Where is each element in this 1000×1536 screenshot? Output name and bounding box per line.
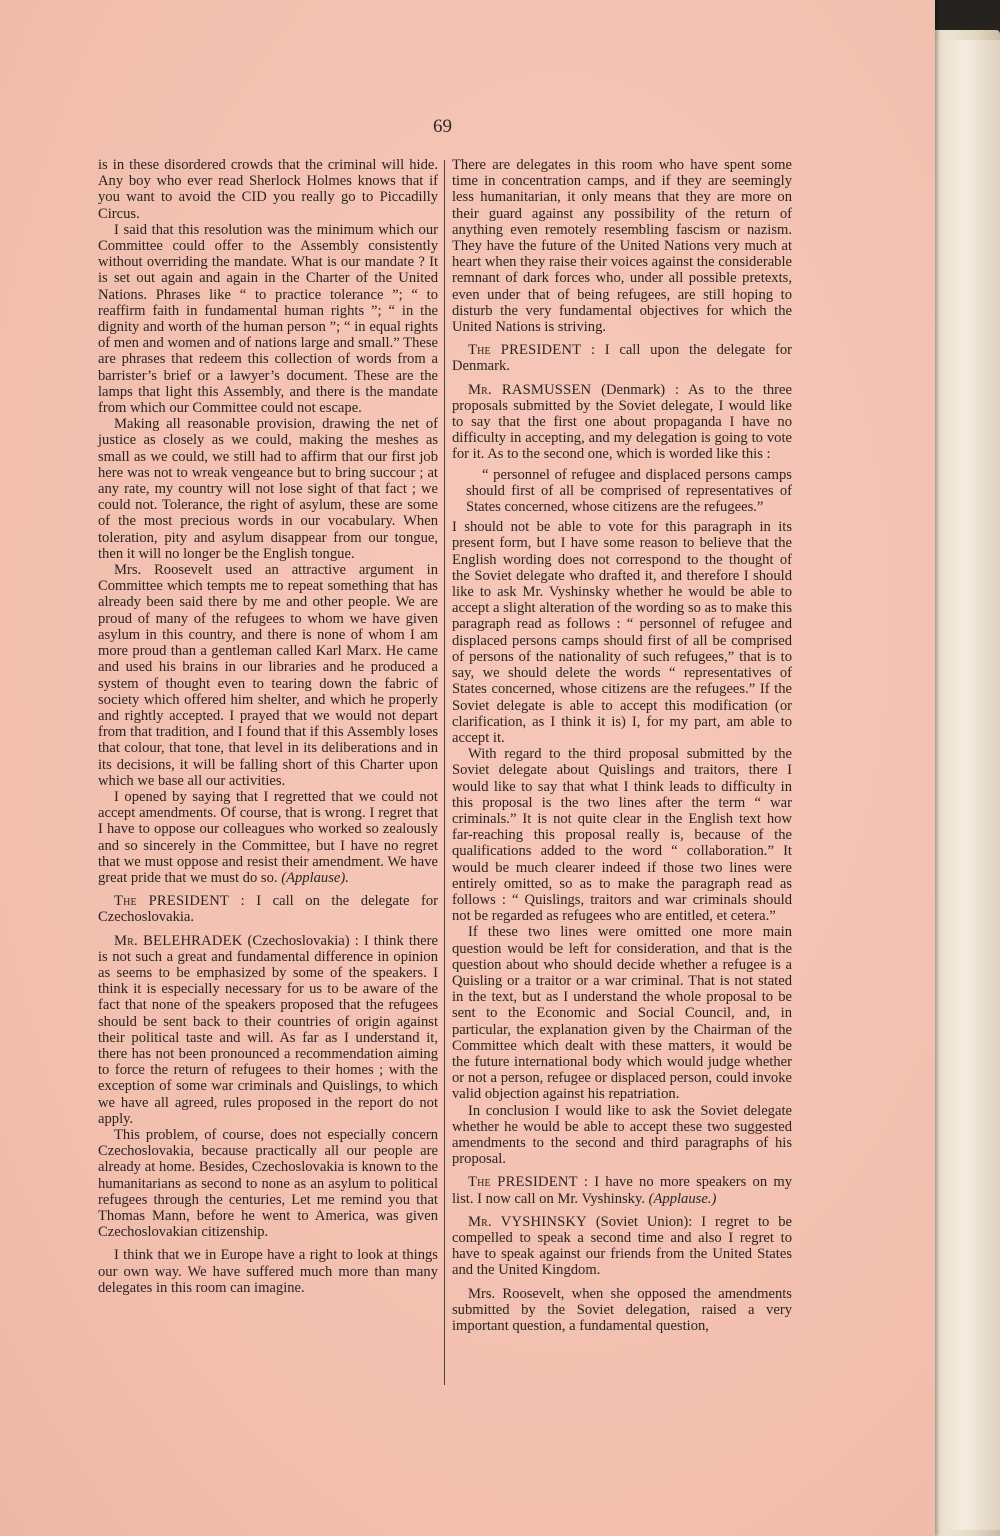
speaker-name: The PRESIDENT — [468, 1174, 578, 1191]
block-quote: “ personnel of refugee and displaced persons camps should first of all be comprised of representatives of States concerned, whose citizens are the refugees.” — [466, 466, 792, 516]
page-stack-edge — [930, 40, 1000, 1530]
column-divider — [444, 160, 445, 1385]
paragraph: In conclusion I would like to ask the Soviet delegate whether he would be able to accept these two suggested amendments to the second and third paragraphs of his proposal. — [452, 1102, 792, 1168]
paragraph: This problem, of course, does not especially concern Czechoslovakia, because practically all our people are already at home. Besides, Czechoslovakia is known to the humanitarians as second to none as an asylum to political refugees through the centuries, Let me remind you that Thomas Mann, before he went to America, was given Czechoslovakian citizenship. — [98, 1126, 438, 1241]
paragraph: I think that we in Europe have a right to look at things our own way. We have suffered much more than many delegates in this room can imagine. — [98, 1247, 438, 1296]
speaker-name: The PRESIDENT — [114, 893, 230, 910]
paragraph: I said that this resolution was the minimum which our Committee could offer to the Assembly consistently without overriding the mandate. What is our mandate ? It is set out again and again in the Charter of the United Nations. Phrases like “ to practice tolerance ”; “ to reaffirm faith in fundamental human rights ”; “ in the dignity and worth of the human person ”; “ in equal rights of men and women and of nations large and small.” These are phrases that redeem this collection of words from a barrister’s brief or a lawyer’s document. These are the lamps that light this Assembly, and there is the mandate from which our Committee could not escape. — [98, 221, 438, 417]
speaker-name: Mr. BELEHRADEK — [114, 932, 243, 949]
paragraph: If these two lines were omitted one more main question would be left for consideration, and that is the question about who should decide whether a refugee is a Quisling or a traitor or a war criminal. That is not stated in the text, but as I understand the whole proposal to be sent to the Economic and Social Council, and, in particular, the explanation given by the Chairman of the Committee which dealt with these matters, it would be the future international body which would judge whether or not a person, refugee or displaced person, could invoke valid objection against his repatriation. — [452, 924, 792, 1103]
speaker-paragraph: The PRESIDENT : I have no more speakers on my list. I now call on Mr. Vyshinsky. (Applause.) — [452, 1174, 792, 1207]
speaker-paragraph: The PRESIDENT : I call on the delegate for Czechoslovakia. — [98, 893, 438, 926]
paragraph: Making all reasonable provision, drawing the net of justice as closely as we could, making the meshes as small as we could, we still had to affirm that our first job here was not to wreak vengeance but to bring succour ; at any rate, my country will not lose sight of that fact ; we could not. Tolerance, the right of asylum, these are some of the most precious words in our vocabulary. When toleration, pity and asylum disappear from our tongue, then it will no longer be the English tongue. — [98, 416, 438, 562]
applause-note: (Applause). — [281, 869, 349, 886]
applause-note: (Applause.) — [648, 1190, 717, 1207]
paragraph: With regard to the third proposal submitted by the Soviet delegate about Quislings and traitors, there I would like to say that what I think leads to difficulty in this proposal is the two lines after the term “ war criminals.” It is not quite clear in the English text how far-reaching this proposal really is, because of the qualifications added to the word “ collaboration.” It would be much clearer indeed if those two lines were entirely omitted, so as to make the paragraph read as follows : “ Quislings, traitors and war criminals should not be regarded as refugees who are entitled, et cetera.” — [452, 746, 792, 925]
paragraph: I should not be able to vote for this paragraph in its present form, but I have some reason to believe that the English wording does not correspond to the thought of the Soviet delegate who drafted it, and therefore I should like to ask Mr. Vyshinsky whether he would be able to accept a slight alteration of the wording so as to make this paragraph read as follows : “ personnel of refugee and displaced persons camps should first of all be comprised of persons of the nationality of such refugees,” that is to say, we should delete the words “ representatives of States concerned, whose citizens are the refugees.” If the Soviet delegate is able to accept this modification (or clarification, as I think it is) I, for my part, am able to accept it. — [452, 519, 792, 746]
speaker-name: Mr. VYSHINSKY — [468, 1213, 587, 1230]
speaker-paragraph: The PRESIDENT : I call upon the delegate for Denmark. — [452, 342, 792, 375]
paragraph: Mrs. Roosevelt, when she opposed the amendments submitted by the Soviet delegation, raised a very important question, a fundamental question, — [452, 1285, 792, 1335]
speaker-name: Mr. RASMUSSEN — [468, 381, 592, 398]
speaker-paragraph: Mr. VYSHINSKY (Soviet Union): I regret to be compelled to speak a second time and also I regret to have to speak against our friends from the United States and the United Kingdom. — [452, 1213, 792, 1279]
paragraph: There are delegates in this room who have spent some time in concentration camps, and if they are seemingly less humanitarian, it only means that they are more on their guard against any possibility of the return of anything even remotely resembling fascism or nazism. They have the future of the United Nations very much at heart when they raise their voices against the considerable remnant of dark forces who, under all possible pretexts, even under that of being refugees, are still hoping to disturb the very fundamental objectives for which the United Nations is striving. — [452, 157, 792, 336]
paragraph: is in these disordered crowds that the criminal will hide. Any boy who ever read Sherlock Holmes knows that if you want to avoid the CID you really go to Piccadilly Circus. — [98, 157, 438, 222]
right-column — [452, 157, 792, 1334]
speaker-paragraph: Mr. BELEHRADEK (Czechoslovakia) : I think there is not such a great and fundamental difference in opinion as seems to be emphasized by some of the speakers. I think it is especially necessary for us to be aware of the fact that none of the speakers proposed that the refugees should be sent back to their countries of origin against their political taste and will. As far as I understand it, there has not been pronounced a recommendation aiming to force the return of refugees to their homes ; with the exception of some war criminals and Quislings, to which we have all agreed, rules proposed in the report do not apply. — [98, 932, 438, 1127]
speaker-paragraph: Mr. RASMUSSEN (Denmark) : As to the three proposals submitted by the Soviet delegate, I would like to say that the first one about propaganda I have no difficulty in accepting, and my delegation is going to vote for it. As to the second one, which is worded like this : — [452, 381, 792, 463]
page-number: 69 — [433, 116, 452, 137]
paragraph: Mrs. Roosevelt used an attractive argument in Committee which tempts me to repeat something that has already been said there by me and other people. We are proud of many of the refugees to whom we have given asylum in this country, and there is none of whom I am more proud than a gentleman called Karl Marx. He came and used his brains in our libraries and he produced a system of thought even to tearing down the fabric of society which offered him shelter, and which he properly and rightly accepted. I prayed that we would not depart from that tradition, and I found that if this Assembly loses that colour, that tone, that level in its deliberations and in its decisions, it will be falling short of this Charter upon which we base all our activities. — [98, 562, 438, 789]
paragraph: I opened by saying that I regretted that we could not accept amendments. Of course, that is wrong. I regret that I have to oppose our colleagues who worked so zealously and so sincerely in the Committee, but I have no regret that we must oppose and resist their amendment. We have great pride that we must do so. (Applause). — [98, 788, 438, 886]
left-column — [98, 157, 438, 1296]
speaker-name: The PRESIDENT — [468, 342, 582, 359]
